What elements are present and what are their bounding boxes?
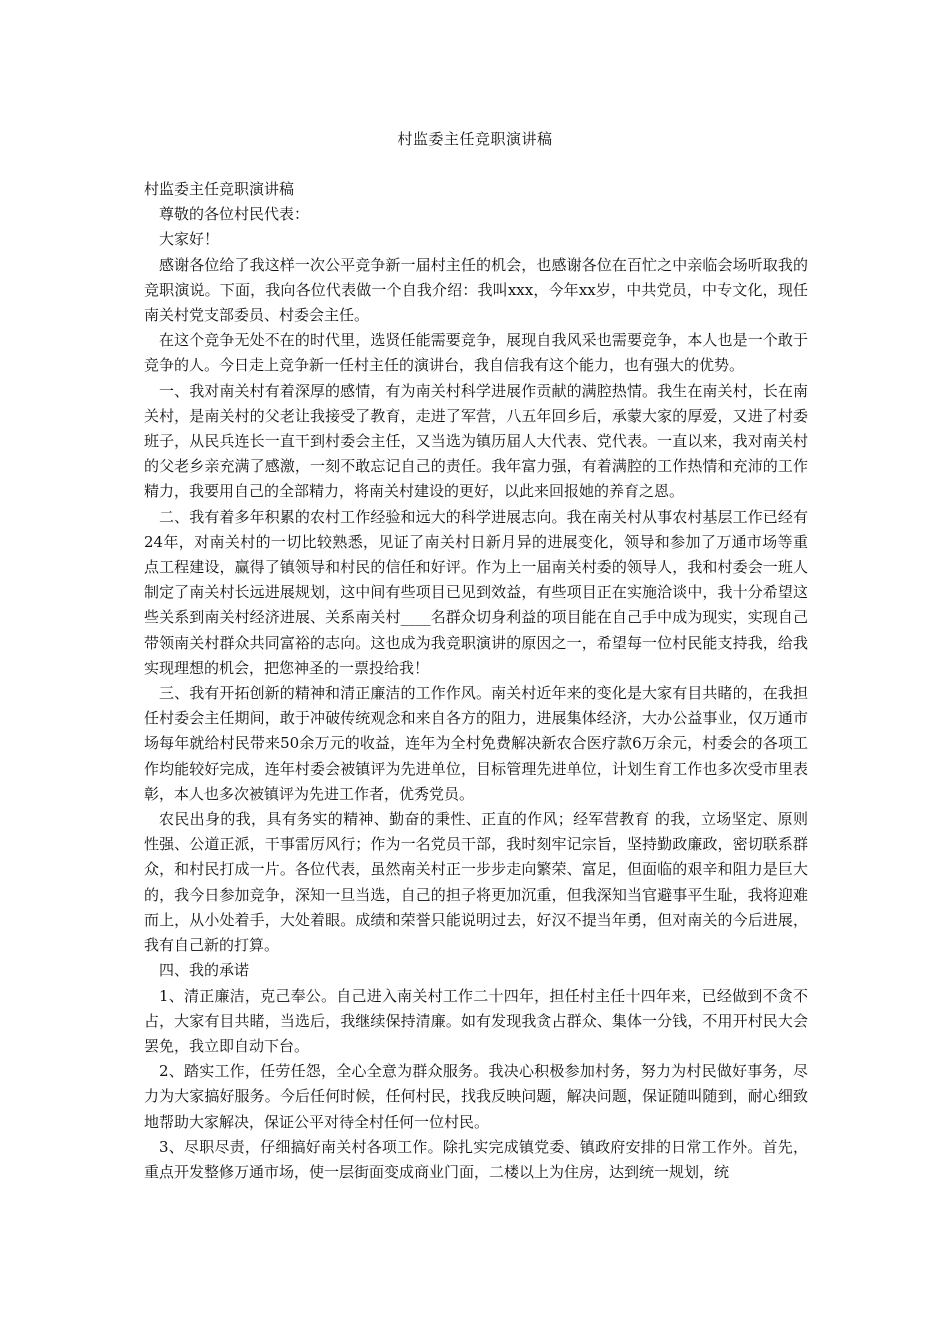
body-heading: 村监委主任竞职演讲稿: [144, 180, 295, 198]
paragraph-competition: 在这个竞争无处不在的时代里，选贤任能需要竞争，展现自我风采也需要竞争，本人也是一个敢于竞争的人。今日走上竞争新一任村主任的演讲台，我自信我有这个能力，也有强大的优势。: [144, 331, 808, 375]
paragraph-point-three: 三、我有开拓创新的精神和清正廉洁的工作作风。南关村近年来的变化是大家有目共睹的，在我担任村委会主任期间，敢于冲破传统观念和来自各方的阻力，进展集体经济，大办公益事业，仅万通市场每年就给村民带来50余万元的收益，连年为全村免费解决新农合医疗款6万余元，村委会的各项工作均能较好完成，连年村委会被镇评为先进单位，目标管理先进单位，计划生育工作也多次受市里表彰，本人也多次被镇评为先进工作者，优秀党员。: [144, 684, 808, 803]
paragraph-point-one: 一、我对南关村有着深厚的感情，有为南关村科学进展作贡献的满腔热情。我生在南关村，长在南关村，是南关村的父老让我接受了教育，走进了军营，八五年回乡后，承蒙大家的厚爱，又进了村委班子，从民兵连长一直干到村委会主任，又当选为镇历届人大代表、党代表。一直以来，我对南关村的父老乡亲充满了感激，一刻不敢忘记自己的责任。我年富力强，有着满腔的工作热情和充沛的工作精力，我要用自己的全部精力，将南关村建设的更好，以此来回报她的养育之恩。: [144, 381, 808, 501]
section-heading-promise: 四、我的承诺: [159, 961, 250, 980]
paragraph-intro: 感谢各位给了我这样一次公平竞争新一届村主任的机会，也感谢各位在百忙之中亲临会场听取我的竞职演说。下面，我向各位代表做一个自我介绍：我叫xxx，今年xx岁，中共党员，中专文化，现任南关村党支部委员、村委会主任。: [144, 255, 808, 325]
paragraph-point-two: 二、我有着多年积累的农村工作经验和远大的科学进展志向。我在南关村从事农村基层工作已经有24年，对南关村的一切比较熟悉，见证了南关村日新月异的进展变化，领导和参加了万通市场等重点工程建设，赢得了镇领导和村民的信任和好评。作为上一届南关村委的领导人，我和村委会一班人制定了南关村长远进展规划，这中间有些项目已见到效益，有些项目正在实施洽谈中，我十分希望这些关系到南关村经济进展、关系南关村____名群众切身利益的项目能在自己手中成为现实，实现自己带领南关村群众共同富裕的志向。这也成为我竞职演讲的原因之一，希望每一位村民能支持我，给我实现理想的机会，把您神圣的一票投给我！: [144, 507, 808, 677]
salutation: 尊敬的各位村民代表：: [159, 205, 310, 224]
greeting: 大家好！: [159, 230, 220, 249]
document-title: 村监委主任竞职演讲稿: [397, 130, 553, 148]
paragraph-farmer: 农民出身的我，具有务实的精神、勤奋的秉性、正直的作风；经军营教育 的我，立场坚定、原则性强、公道正派，干事雷厉风行；作为一名党员干部，我时刻牢记宗旨，坚持勤政廉政，密切联系群众，和村民打成一片。各位代表，虽然南关村正一步步走向繁荣、富足，但面临的艰辛和阻力是巨大的，我今日参加竞争，深知一旦当选，自己的担子将更加沉重，但我深知当官避事平生耻，我将迎难而上，从小处着手，大处着眼。成绩和荣誉只能说明过去，好汉不提当年勇，但对南关的今后进展，我有自己新的打算。: [144, 810, 808, 955]
promise-item-2: 2、踏实工作，任劳任怨，全心全意为群众服务。我决心积极参加村务，努力为村民做好事务，尽力为大家搞好服务。今后任何时候，任何村民，找我反映问题，解决问题，保证随叫随到，耐心细致地帮助大家解决，保证公平对待全村任何一位村民。: [144, 1062, 808, 1131]
document-body: [144, 177, 808, 1185]
promise-item-3: 3、尽职尽责，仔细搞好南关村各项工作。除扎实完成镇党委、镇政府安排的日常工作外。首先，重点开发整修万通市场，使一层街面变成商业门面，二楼以上为住房，达到统一规划，统: [144, 1137, 808, 1181]
promise-item-1: 1、清正廉洁，克己奉公。自己进入南关村工作二十四年，担任村主任十四年来，已经做到不贪不占，大家有目共睹，当选后，我继续保持清廉。如有发现我贪占群众、集体一分钱，不用开村民大会罢免，我立即自动下台。: [144, 986, 808, 1055]
